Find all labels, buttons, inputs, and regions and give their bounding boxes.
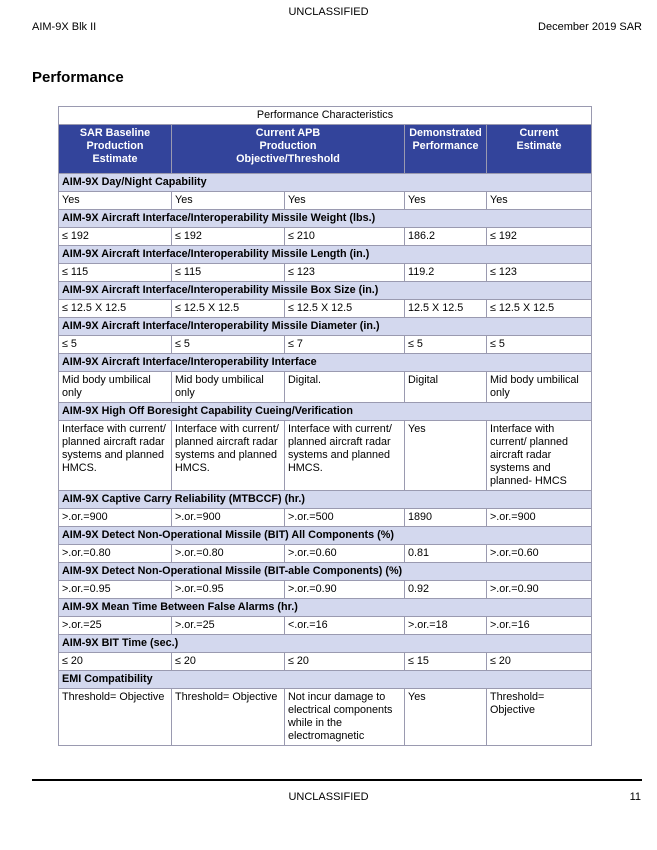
table-cell: Yes [405,689,487,746]
table-cell: Mid body umbilical only [59,372,172,403]
table-cell: Digital [405,372,487,403]
table-cell: ≤ 20 [59,653,172,671]
table-cell: Interface with current/ planned aircraft radar systems and planned HMCS. [59,421,172,491]
table-row [59,617,592,635]
table-cell: Interface with current/ planned aircraft radar systems and planned HMCS. [172,421,285,491]
table-cell: >.or.=0.90 [285,581,405,599]
column-header-demonstrated: Demonstrated Performance [405,125,487,174]
table-cell: 0.92 [405,581,487,599]
table-row [59,545,592,563]
table-cell: Yes [172,192,285,210]
column-header-sar-baseline: SAR Baseline Production Estimate [59,125,172,174]
characteristic-title: AIM-9X Aircraft Interface/Interoperability Interface [59,354,592,372]
characteristic-title: AIM-9X Aircraft Interface/Interoperability Missile Length (in.) [59,246,592,264]
table-cell: >.or.=900 [59,509,172,527]
table-cell: >.or.=0.95 [172,581,285,599]
table-cell: ≤ 12.5 X 12.5 [59,300,172,318]
characteristic-title: AIM-9X Captive Carry Reliability (MTBCCF) (hr.) [59,491,592,509]
table-cell: ≤ 5 [405,336,487,354]
table-cell: ≤ 15 [405,653,487,671]
characteristic-title: AIM-9X Aircraft Interface/Interoperability Missile Diameter (in.) [59,318,592,336]
table-cell: >.or.=0.60 [285,545,405,563]
table-row [59,264,592,282]
table-cell: >.or.=16 [487,617,592,635]
page-number: 11 [629,791,641,803]
table-cell: 186.2 [405,228,487,246]
table-cell: >.or.=900 [487,509,592,527]
classification-footer: UNCLASSIFIED [288,791,369,803]
table-cell: ≤ 5 [487,336,592,354]
table-cell: ≤ 123 [285,264,405,282]
table-cell: ≤ 192 [59,228,172,246]
table-cell: >.or.=500 [285,509,405,527]
table-cell: ≤ 12.5 X 12.5 [487,300,592,318]
table-cell: >.or.=25 [59,617,172,635]
footer-divider [32,779,642,781]
table-cell: >.or.=0.90 [487,581,592,599]
table-cell: 119.2 [405,264,487,282]
report-date: December 2019 SAR [538,21,642,33]
table-row [59,581,592,599]
table-cell: >.or.=0.80 [172,545,285,563]
characteristic-title: AIM-9X Detect Non-Operational Missile (BIT) All Components (%) [59,527,592,545]
table-row [59,336,592,354]
table-row [59,192,592,210]
characteristic-title: AIM-9X High Off Boresight Capability Cueing/Verification [59,403,592,421]
table-cell: ≤ 210 [285,228,405,246]
table-cell: Threshold= Objective [487,689,592,746]
table-cell: Mid body umbilical only [172,372,285,403]
performance-table [58,106,592,746]
table-cell: >.or.=0.95 [59,581,172,599]
characteristic-title: AIM-9X Mean Time Between False Alarms (hr.) [59,599,592,617]
table-cell: >.or.=0.60 [487,545,592,563]
table-cell: ≤ 5 [59,336,172,354]
table-cell: >.or.=25 [172,617,285,635]
table-cell: 1890 [405,509,487,527]
table-row [59,509,592,527]
table-cell: Interface with current/ planned aircraft radar systems and planned- HMCS [487,421,592,491]
table-cell: >.or.=18 [405,617,487,635]
column-header-current-estimate: Current Estimate [487,125,592,174]
characteristic-title: AIM-9X Detect Non-Operational Missile (BIT-able Components) (%) [59,563,592,581]
table-cell: ≤ 20 [285,653,405,671]
table-cell: ≤ 123 [487,264,592,282]
table-cell: 12.5 X 12.5 [405,300,487,318]
table-cell: Interface with current/ planned aircraft radar systems and planned HMCS. [285,421,405,491]
characteristic-title: AIM-9X Aircraft Interface/Interoperability Missile Weight (lbs.) [59,210,592,228]
table-row [59,653,592,671]
table-row [59,228,592,246]
table-cell: ≤ 7 [285,336,405,354]
section-title: Performance [32,69,124,86]
table-caption: Performance Characteristics [59,107,592,125]
table-cell: Yes [405,421,487,491]
table-cell: ≤ 192 [172,228,285,246]
table-cell: ≤ 20 [487,653,592,671]
table-cell: Yes [405,192,487,210]
table-cell: >.or.=900 [172,509,285,527]
table-cell: Yes [285,192,405,210]
table-cell: Yes [59,192,172,210]
table-cell: 0.81 [405,545,487,563]
table-cell: Yes [487,192,592,210]
characteristic-title: AIM-9X Aircraft Interface/Interoperability Missile Box Size (in.) [59,282,592,300]
table-cell: Threshold= Objective [59,689,172,746]
table-row [59,689,592,746]
characteristic-title: EMI Compatibility [59,671,592,689]
table-cell: <.or.=16 [285,617,405,635]
table-cell: >.or.=0.80 [59,545,172,563]
characteristic-title: AIM-9X Day/Night Capability [59,174,592,192]
table-cell: Digital. [285,372,405,403]
program-name: AIM-9X Blk II [32,21,97,33]
table-row [59,372,592,403]
table-cell: ≤ 12.5 X 12.5 [285,300,405,318]
table-cell: ≤ 5 [172,336,285,354]
column-header-current-apb: Current APB Production Objective/Threshold [172,125,405,174]
table-cell: ≤ 192 [487,228,592,246]
table-row [59,300,592,318]
table-cell: ≤ 12.5 X 12.5 [172,300,285,318]
table-row [59,421,592,491]
classification-header: UNCLASSIFIED [288,6,369,18]
table-cell: ≤ 20 [172,653,285,671]
table-cell: Not incur damage to electrical components while in the electromagnetic [285,689,405,746]
table-cell: Threshold= Objective [172,689,285,746]
table-cell: Mid body umbilical only [487,372,592,403]
table-cell: ≤ 115 [172,264,285,282]
table-cell: ≤ 115 [59,264,172,282]
characteristic-title: AIM-9X BIT Time (sec.) [59,635,592,653]
